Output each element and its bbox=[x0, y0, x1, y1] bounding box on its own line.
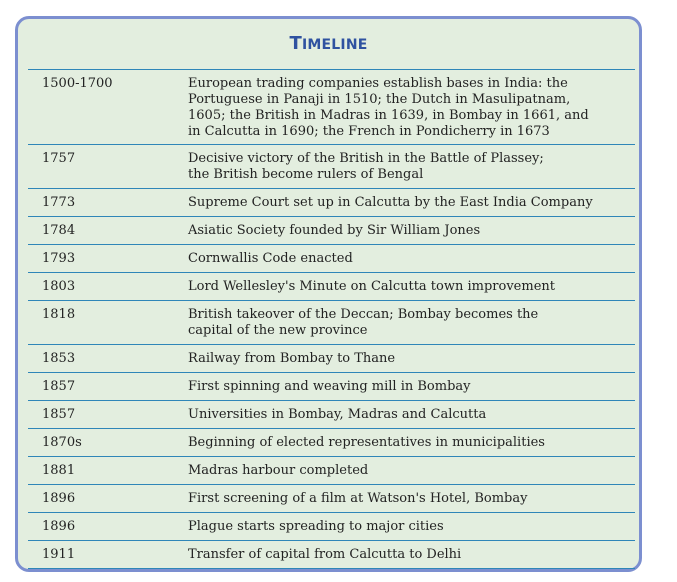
timeline-event: Railway from Bombay to Thane bbox=[188, 351, 396, 366]
timeline-year: 1857 bbox=[42, 407, 76, 422]
timeline-event: Transfer of capital from Calcutta to Delhi bbox=[188, 547, 462, 562]
timeline-event: European trading companies establish bases in India: the Portuguese in Panaji in 1510; the Dutch in Masulipatnam, 1605; the British in Madras in 1639, in Bombay in 1661, and in Calcutta in 1690; the French in Pondicherry in 1673 bbox=[188, 76, 589, 139]
timeline-year: 1784 bbox=[42, 223, 76, 238]
timeline-row bbox=[28, 513, 635, 541]
timeline-row bbox=[28, 189, 635, 217]
timeline-panel bbox=[15, 16, 642, 572]
timeline-event: Asiatic Society founded by Sir William Jones bbox=[188, 223, 481, 238]
timeline-year: 1793 bbox=[42, 251, 76, 266]
timeline-event: First screening of a film at Watson's Hotel, Bombay bbox=[188, 491, 528, 506]
timeline-row bbox=[28, 485, 635, 513]
timeline-year: 1896 bbox=[42, 491, 76, 506]
timeline-row bbox=[28, 245, 635, 273]
timeline-title bbox=[18, 33, 639, 54]
timeline-year: 1870s bbox=[42, 435, 82, 450]
timeline-year: 1896 bbox=[42, 519, 76, 534]
timeline-row bbox=[28, 541, 635, 569]
timeline-year: 1818 bbox=[42, 307, 76, 322]
timeline-event: Lord Wellesley's Minute on Calcutta town improvement bbox=[188, 279, 555, 294]
timeline-row bbox=[28, 145, 635, 189]
timeline-year: 1853 bbox=[42, 351, 76, 366]
timeline-row bbox=[28, 401, 635, 429]
timeline-row bbox=[28, 273, 635, 301]
timeline-year: 1857 bbox=[42, 379, 76, 394]
timeline-year: 1803 bbox=[42, 279, 76, 294]
timeline-row bbox=[28, 429, 635, 457]
timeline-year: 1881 bbox=[42, 463, 76, 478]
timeline-event: Supreme Court set up in Calcutta by the East India Company bbox=[188, 195, 593, 210]
timeline-event: Plague starts spreading to major cities bbox=[188, 519, 444, 534]
timeline-event: British takeover of the Deccan; Bombay becomes the capital of the new province bbox=[188, 307, 539, 338]
timeline-event: Decisive victory of the British in the Battle of Plassey; the British become rulers of Bengal bbox=[188, 151, 544, 182]
timeline-table bbox=[28, 69, 635, 569]
timeline-row bbox=[28, 301, 635, 345]
timeline-year: 1911 bbox=[42, 547, 76, 562]
timeline-year: 1757 bbox=[42, 151, 76, 166]
timeline-row bbox=[28, 457, 635, 485]
title-initial: T bbox=[289, 33, 302, 54]
timeline-row bbox=[28, 345, 635, 373]
timeline-year: 1500-1700 bbox=[42, 76, 113, 91]
timeline-event: Cornwallis Code enacted bbox=[188, 251, 353, 266]
timeline-year: 1773 bbox=[42, 195, 76, 210]
title-rest: IMELINE bbox=[301, 37, 368, 53]
timeline-row bbox=[28, 373, 635, 401]
timeline-event: First spinning and weaving mill in Bombay bbox=[188, 379, 471, 394]
timeline-event: Universities in Bombay, Madras and Calcutta bbox=[188, 407, 487, 422]
timeline-row bbox=[28, 217, 635, 245]
timeline-event: Madras harbour completed bbox=[188, 463, 369, 478]
timeline-event: Beginning of elected representatives in municipalities bbox=[188, 435, 545, 450]
timeline-row bbox=[28, 70, 635, 145]
